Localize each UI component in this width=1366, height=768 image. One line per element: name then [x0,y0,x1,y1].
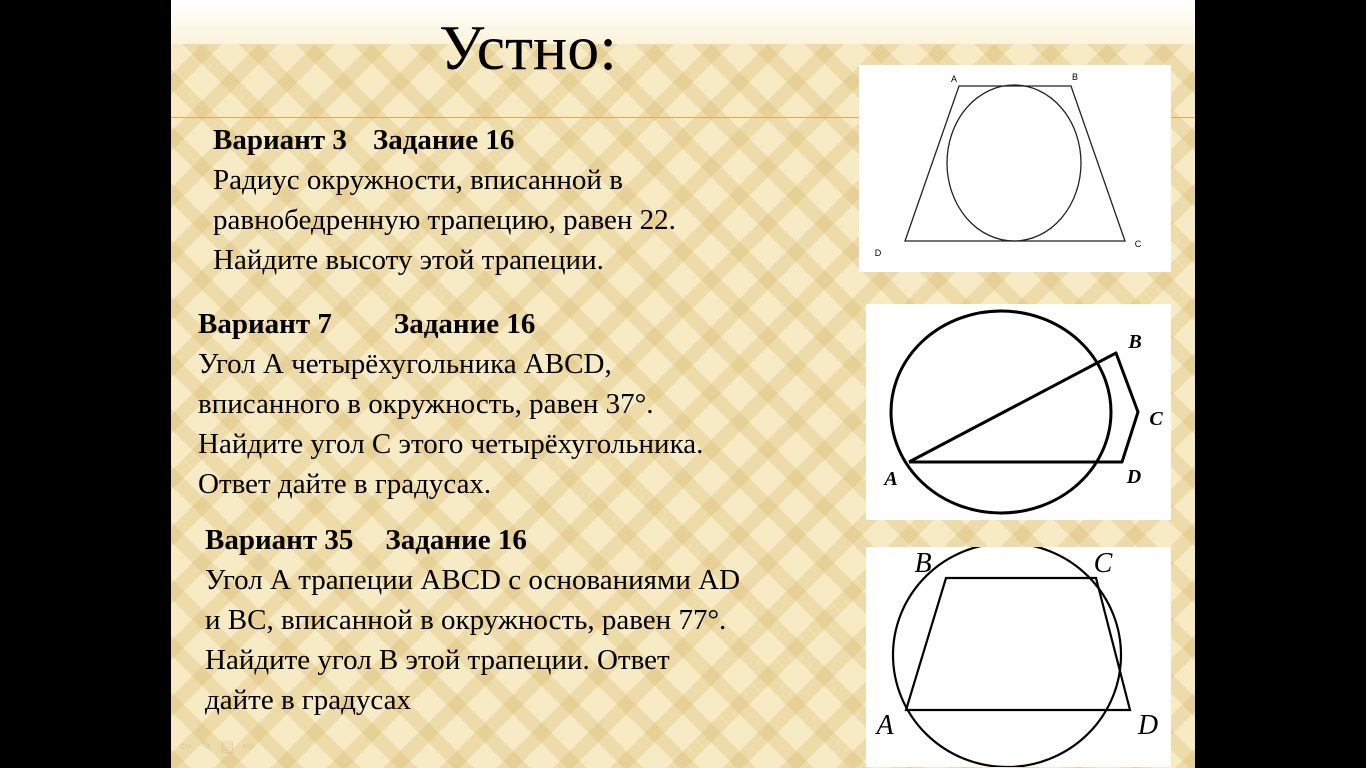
arrow-right-icon[interactable]: ⇨ [242,737,255,755]
vertex-label-d: D [874,248,882,258]
task-label: Задание 16 [372,124,515,156]
circumscribed-circle [893,547,1121,767]
task-text-line: Найдите высоту этой трапеции. [213,244,604,276]
task-text-line: вписанного в окружность, равен 37°. [198,388,654,420]
task-heading [205,520,740,560]
variant-label: Вариант 3 [213,124,347,156]
pen-icon[interactable]: ✎ [199,737,213,755]
vertex-label-c: C [1134,239,1142,249]
vertex-label-a: A [884,468,898,490]
variant-label: Вариант 35 [205,524,354,556]
slideshow-nav [179,737,255,755]
task-heading [213,120,676,160]
task-text-line: дайте в градусах [205,684,412,716]
vertex-label-a: A [950,74,958,84]
task-text-line: и BC, вписанной в окружность, равен 77°. [205,604,727,636]
figure-inscribed-quadrilateral [866,304,1171,520]
task-text-line: Найдите угол С этого четырёхугольника. [198,428,704,460]
vertex-label-c: C [1149,408,1163,430]
task-variant-35 [205,520,740,720]
title-band [171,0,1195,44]
task-text-line: Угол А трапеции ABCD с основаниями AD [205,564,741,596]
inscribed-circle [947,85,1081,241]
slide [171,0,1195,768]
vertex-label-d: D [1137,710,1159,741]
task-text-line: равнобедренную трапецию, равен 22. [213,204,676,236]
vertex-label-b: B [1071,72,1079,82]
task-heading [198,304,703,344]
task-label: Задание 16 [393,308,536,340]
vertex-label-c: C [1093,548,1113,579]
task-label: Задание 16 [385,524,527,556]
arrow-left-icon[interactable]: ⇦ [179,737,192,755]
vertex-label-d: D [1126,466,1142,488]
task-text-line: Ответ дайте в градусах. [198,468,492,500]
figure-inscribed-trapezoid [866,547,1171,767]
trapezoid-shape [905,86,1125,241]
task-text-line: Радиус окружности, вписанной в [213,164,623,196]
task-text-line: Угол А четырёхугольника ABCD, [198,348,612,380]
trapezoid-shape [906,578,1130,710]
task-variant-7 [198,304,703,504]
figure-trapezoid-inscribed-circle [859,65,1171,272]
slide-title: Устно: [439,12,618,83]
task-text-line: Найдите угол В этой трапеции. Ответ [205,644,670,676]
task-variant-3 [213,120,676,280]
menu-icon[interactable]: ▤ [220,737,235,755]
vertex-label-b: B [1128,331,1142,353]
variant-label: Вариант 7 [198,308,332,340]
vertex-label-b: B [914,548,932,579]
vertex-label-a: A [876,710,894,741]
